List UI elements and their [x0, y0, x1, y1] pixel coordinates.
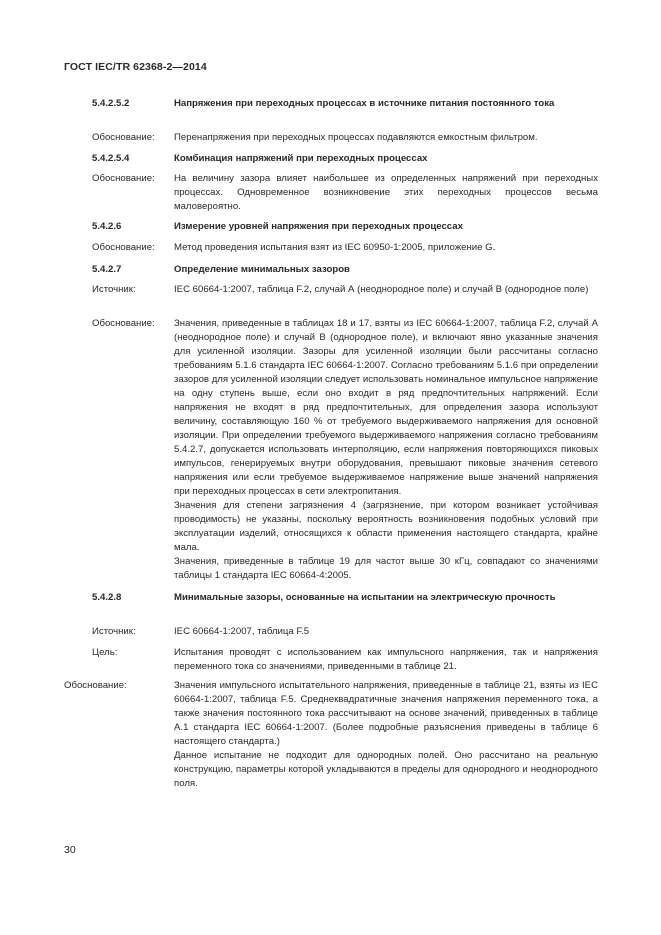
section-title: Комбинация напряжений при переходных процессах — [174, 153, 428, 164]
reason-text: Перенапряжения при переходных процессах подавляются емкостным фильтром. — [174, 132, 538, 143]
source-label: Источник: — [92, 626, 136, 637]
goal-label: Цель: — [92, 647, 118, 658]
reason-paragraph: Значения, приведенные в таблице 19 для частот выше 30 кГц, совпадают со значениями таблицы 1 стандарта IEC 60664-4:2005. — [174, 556, 598, 581]
document-header: ГОСТ IEC/TR 62368-2—2014 — [64, 61, 207, 73]
goal-text: Испытания проводят с использованием как импульсного напряжения, так и напряжения переменного тока со значениями, приведенными в таблице 21. — [174, 647, 598, 672]
section-title: Определение минимальных зазоров — [174, 264, 350, 275]
reason-text: На величину зазора влияет наибольшее из определенных напряжений при переходных процессах. Одновременное возникновение этих переходных процессов весьма маловероятно. — [174, 173, 598, 212]
section-number: 5.4.2.6 — [92, 221, 122, 232]
source-text: IEC 60664-1:2007, таблица F.5 — [174, 626, 310, 637]
reason-paragraph: Данное испытание не подходит для однородных полей. Оно рассчитано на реальную конструкцию, параметры которой укладываются в пределы для однородного и неоднородного поля. — [174, 750, 598, 789]
section-title: Измерение уровней напряжения при переходных процессах — [174, 221, 463, 232]
section-number: 5.4.2.8 — [92, 592, 122, 603]
section-title: Минимальные зазоры, основанные на испытании на электрическую прочность — [174, 592, 556, 603]
reason-paragraph: Значения для степени загрязнения 4 (загрязнение, при котором возникает устойчивая проводимость) не указаны, поскольку вероятность возникновения подобных условий при эксплуатации изделий, относящихся к области применения настоящего стандарта, крайне мала. — [174, 500, 598, 553]
page-number: 30 — [64, 844, 76, 856]
reason-text-group — [174, 317, 598, 583]
section-number: 5.4.2.5.2 — [92, 98, 130, 109]
reason-label: Обоснование: — [92, 318, 155, 329]
reason-label: Обоснование: — [92, 173, 155, 184]
reason-paragraph: Значения, приведенные в таблицах 18 и 17, взяты из IEC 60664-1:2007, таблица F.2, случай А (неоднородное поле) и случай В (однородное поле), и включают явно указанные значения для усиленной изоляции. Зазоры для усиленной изоляции были рассчитаны согласно требованиям 5.1.6 стандарта IEC 60664-1:2007. Согласно требованиям 5.1.6 при определении зазоров для усиленной изоляции следует использовать номинальное импульсное напряжение на одну ступень выше, если оно входит в ряд предпочтительных напряжений. Если напряжения не входят в ряд предпочтительных, для определения зазора используют величину, составляющую 160 % от требуемого выдерживаемого напряжения для основной изоляции. При определении требуемого выдерживаемого напряжения согласно требованиям 5.4.2.7, допускается использовать интерполяцию, если напряжения повторяющихся пиковых импульсов, генерируемых внутри оборудования, превышают пиковые значения сетевого напряжения или если требуемое выдерживаемое напряжение выше значений напряжения при переходных процессах в сети электропитания. — [174, 318, 598, 497]
section-number: 5.4.2.7 — [92, 264, 122, 275]
section-title: Напряжения при переходных процессах в источнике питания постоянного тока — [174, 98, 555, 109]
reason-text-group — [174, 679, 598, 791]
source-label: Источник: — [92, 284, 136, 295]
reason-text: Метод проведения испытания взят из IEC 60950-1:2005, приложение G. — [174, 242, 496, 253]
reason-label: Обоснование: — [92, 132, 155, 143]
reason-label: Обоснование: — [64, 680, 127, 691]
reason-label: Обоснование: — [92, 242, 155, 253]
reason-paragraph: Значения импульсного испытательного напряжения, приведенные в таблице 21, взяты из IEC 60664-1:2007, таблица F.5. Среднеквадратичные значения напряжения переменного тока, а также значения постоянного тока рассчитывают на основе значений, приведенных в таблице А.1 стандарта IEC 60664-1:2007. (Более подробные разъяснения приведены в таблице 6 настоящего стандарта.) — [174, 680, 598, 747]
source-text: IEC 60664-1:2007, таблица F.2, случай А (неоднородное поле) и случай В (однородное поле) — [174, 284, 589, 295]
section-number: 5.4.2.5.4 — [92, 153, 130, 164]
